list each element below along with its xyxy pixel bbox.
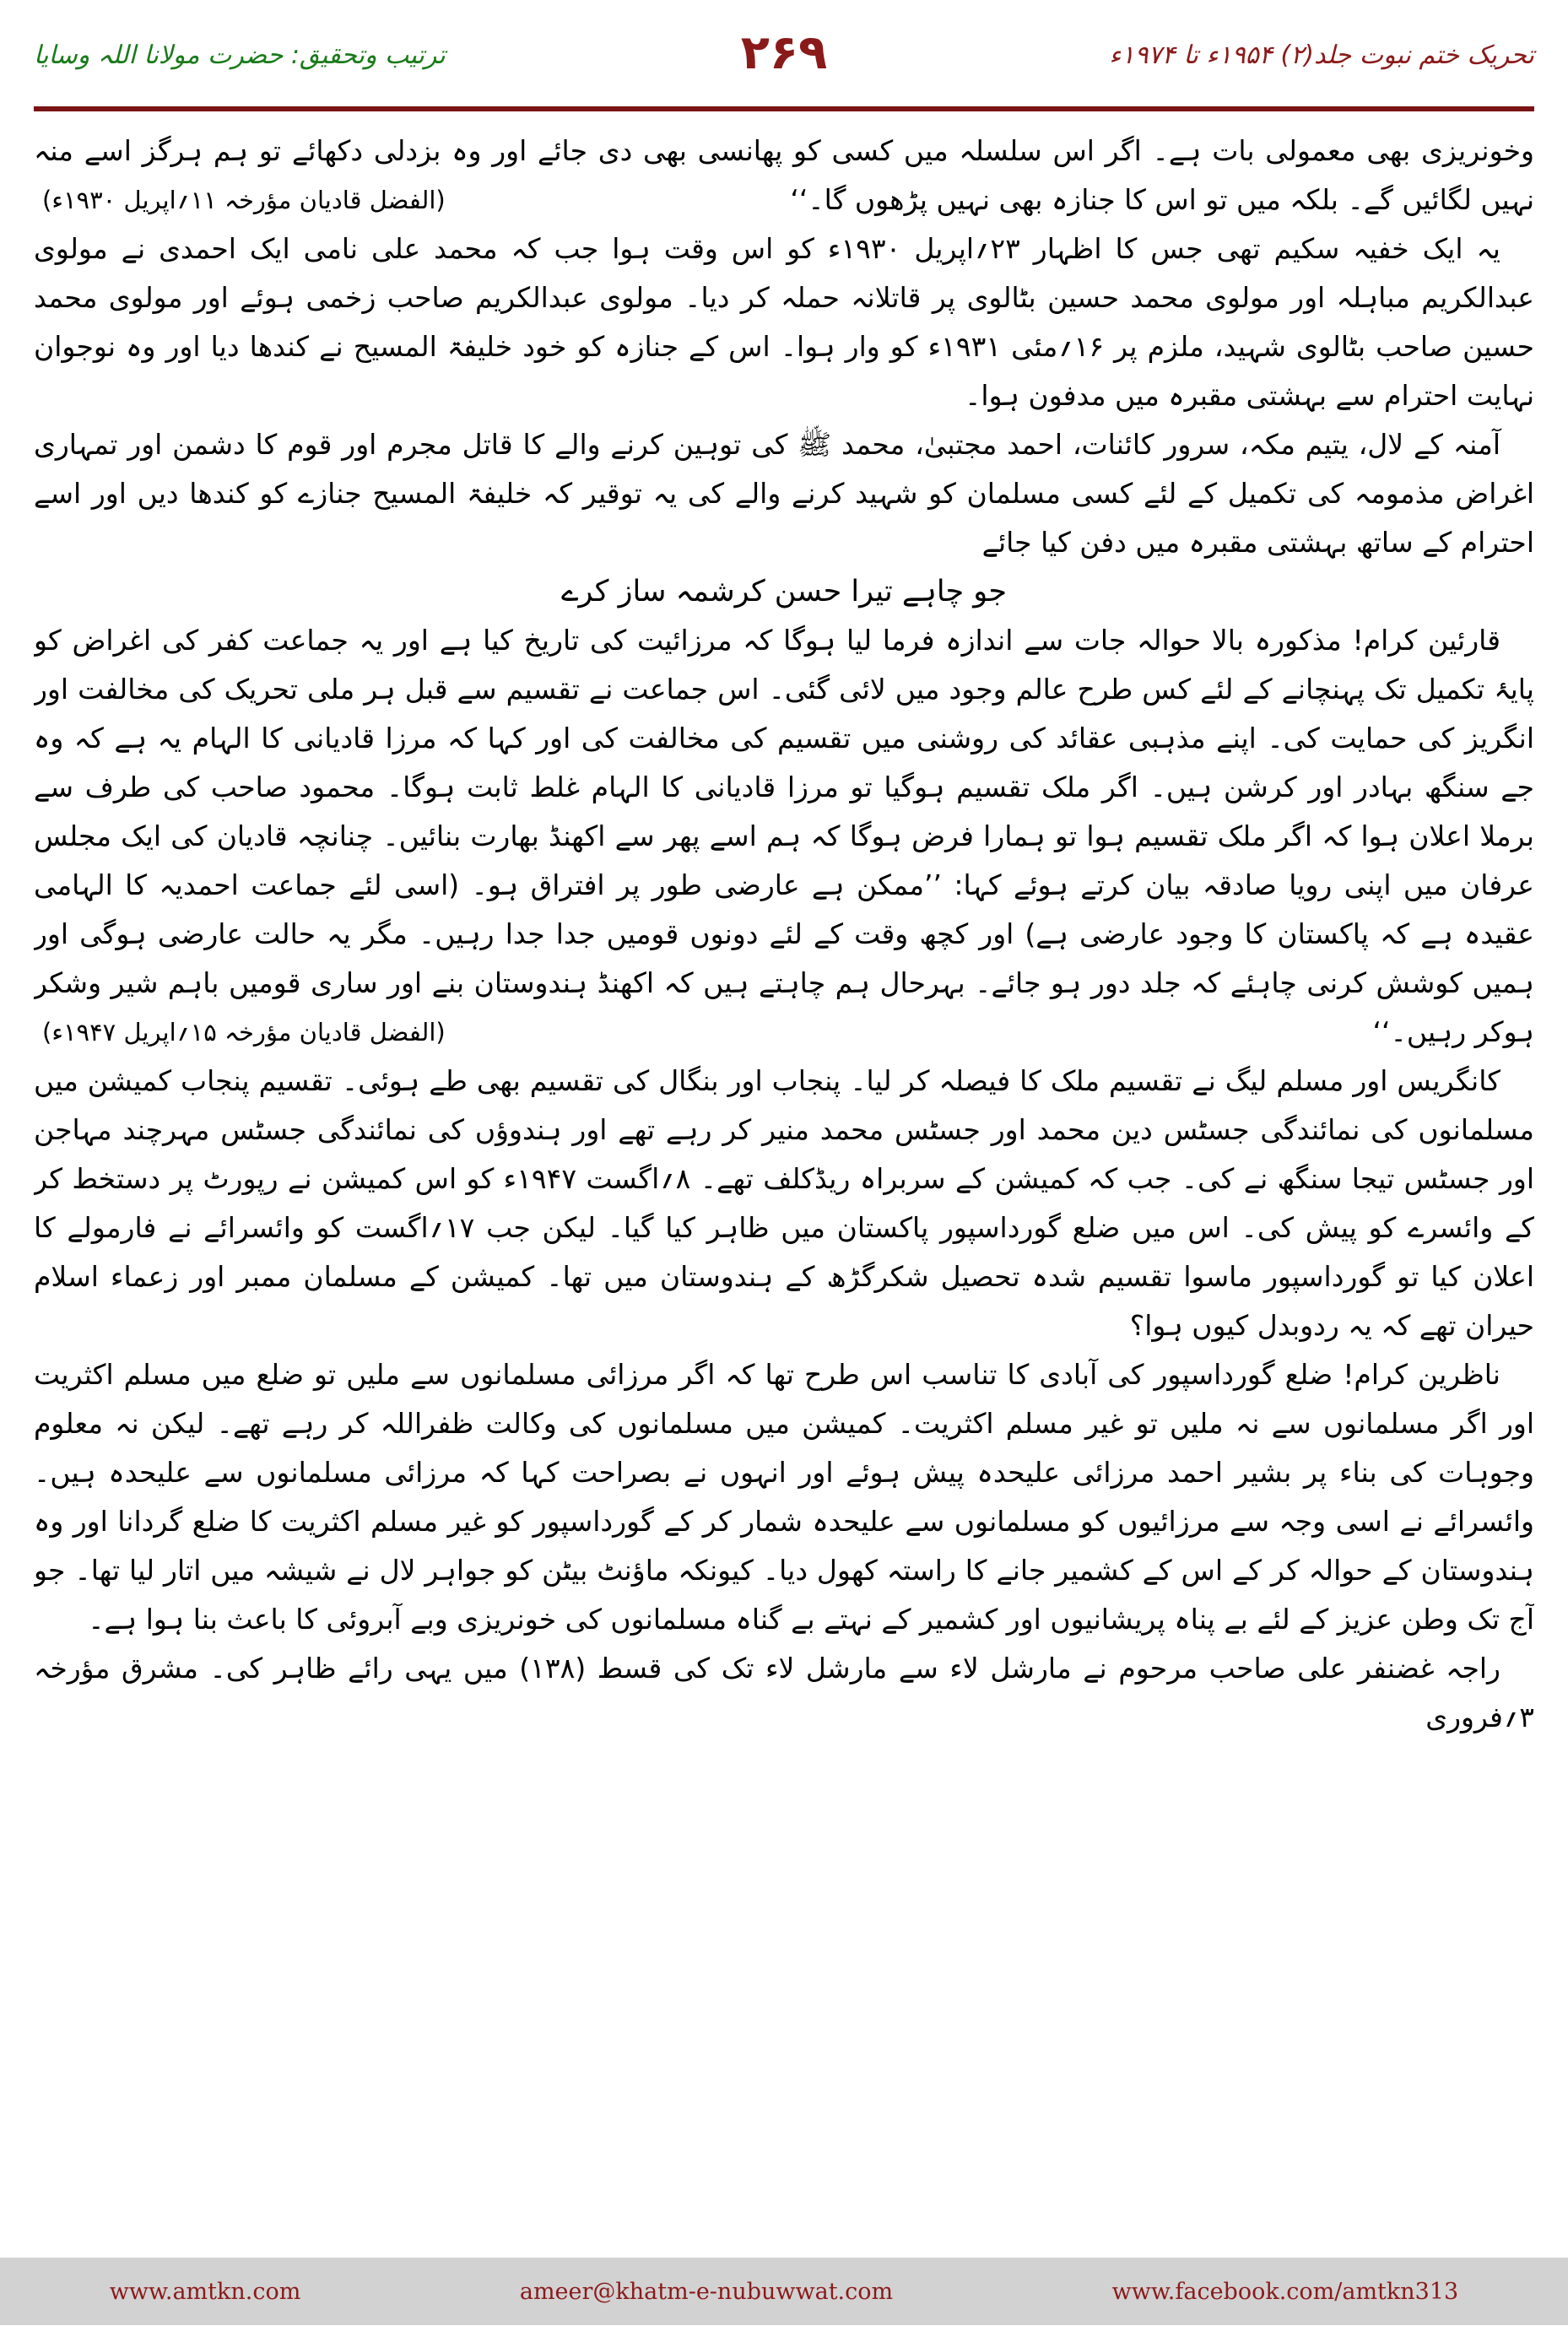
paragraph-6: ناظرین کرام! ضلع گورداسپور کی آبادی کا تناسب اس طرح تھا کہ اگر مرزائی مسلمانوں سے ملیں تو ضلع میں مسلم اکثریت اور اگر مسلمانوں سے نہ ملیں تو غیر مسلم اکثریت۔ کمیشن میں مسلمانوں کی وکالت ظفراللہ کر رہے تھے۔ لیکن نہ معلوم وجوہات کی بناء پر بشیر احمد مرزائی علیحدہ پیش ہوئے اور انہوں نے بصراحت کہا کہ مرزائی مسلمانوں سے علیحدہ ہیں۔ وائسرائے نے اسی وجہ سے مرزائیوں کو مسلمانوں سے علیحدہ شمار کر کے گورداسپور کو غیر مسلم اکثریت کا ضلع گردانا اور وہ ہندوستان کے حوالہ کر کے اس کے کشمیر جانے کا راستہ کھول دیا۔ کیونکہ ماؤنٹ بیٹن کو جواہر لال نے شیشہ میں اتار لیا تھا۔ جو آج تک وطن عزیز کے لئے بے پناہ پریشانیوں اور کشمیر کے نہتے بے گناہ مسلمانوں کی خونریزی وبے آبروئی کا باعث بنا ہوا ہے۔ — [34, 1358, 1534, 1636]
paragraph-1 — [34, 127, 1534, 224]
paragraph-1-text: وخونریزی بھی معمولی بات ہے۔ اگر اس سلسلہ میں کسی کو پھانسی بھی دی جائے اور وہ بزدلی دکھائے تو ہم ہرگز اسے منہ نہیں لگائیں گے۔ بلکہ میں تو اس کا جنازہ بھی نہیں پڑھوں گا۔‘‘ — [34, 134, 1534, 216]
paragraph-5: کانگریس اور مسلم لیگ نے تقسیم ملک کا فیصلہ کر لیا۔ پنجاب اور بنگال کی تقسیم بھی طے ہوئی۔ تقسیم پنجاب کمیشن میں مسلمانوں کی نمائندگی جسٹس دین محمد اور جسٹس محمد منیر کر رہے تھے اور ہندوؤں کی نمائندگی جسٹس مہرچند مہاجن اور جسٹس تیجا سنگھ نے کی۔ جب کہ کمیشن کے سربراہ ریڈکلف تھے۔ ۸؍اگست ۱۹۴۷ء کو اس کمیشن نے رپورٹ پر دستخط کر کے وائسرے کو پیش کی۔ اس میں ضلع گورداسپور پاکستان میں ظاہر کیا گیا۔ لیکن جب ۱۷؍اگست کو وائسرائے نے فارمولے کا اعلان کیا تو گورداسپور ماسوا تقسیم شدہ تحصیل شکرگڑھ کے ہندوستان میں تھا۔ کمیشن کے مسلمان ممبر اور زعماء اسلام حیران تھے کہ یہ ردوبدل کیوں ہوا؟ — [34, 1064, 1534, 1342]
header-rule — [34, 106, 1534, 111]
footer-email-link[interactable]: ameer@khatm-e-nubuwwat.com — [519, 2278, 894, 2305]
verse-line: جو چاہے تیرا حسن کرشمہ ساز کرے — [560, 575, 1008, 608]
citation-2: (الفضل قادیان مؤرخہ ۱۵؍اپریل ۱۹۴۷ء) — [42, 1018, 446, 1047]
header-book-title: تحریک ختم نبوت جلد(۲) ۱۹۵۴ء تا ۱۹۷۴ء — [1109, 41, 1534, 70]
paragraph-4-text: قارئین کرام! مذکورہ بالا حوالہ جات سے اندازہ فرما لیا ہوگا کہ مرزائیت کی تاریخ کیا ہے اور یہ جماعت کفر کی اغراض کو پایۂ تکمیل تک پہنچانے کے لئے کس طرح عالم وجود میں لائی گئی۔ اس جماعت نے تقسیم سے قبل ہر ملی تحریک کی مخالفت اور انگریز کی حمایت کی۔ اپنے مذہبی عقائد کی روشنی میں تقسیم کی مخالفت کی اور کہا کہ مرزا قادیانی کا الہام یہ ہے کہ وہ جے سنگھ بہادر اور کرشن ہیں۔ اگر ملک تقسیم ہوگیا تو مرزا قادیانی کا الہام غلط ثابت ہوگا۔ محمود صاحب کی طرف سے برملا اعلان ہوا کہ اگر ملک تقسیم ہوا تو ہمارا فرض ہوگا کہ ہم اسے پھر سے اکھنڈ بھارت بنائیں۔ چنانچہ قادیان کی ایک مجلس عرفان میں اپنی رویا صادقہ بیان کرتے ہوئے کہا: ’’ممکن ہے عارضی طور پر افتراق ہو۔ (اسی لئے جماعت احمدیہ کا الہامی عقیدہ ہے کہ پاکستان کا وجود عارضی ہے) اور کچھ وقت کے لئے دونوں قومیں جدا جدا رہیں۔ مگر یہ حالت عارضی ہوگی اور ہمیں کوشش کرنی چاہئے کہ جلد دور ہو جائے۔ بہرحال ہم چاہتے ہیں کہ اکھنڈ ہندوستان بنے اور ساری قومیں باہم شیر وشکر ہوکر رہیں۔‘‘ — [34, 624, 1534, 1048]
paragraph-3: آمنہ کے لال، یتیم مکہ، سرور کائنات، احمد مجتبیٰ، محمد ﷺ کی توہین کرنے والے کا قاتل مجرم اور قوم کا دشمن اور تمہاری اغراض مذمومہ کی تکمیل کے لئے کسی مسلمان کو شہید کرنے والے کی یہ توقیر کہ خلیفۃ المسیح جنازے کو کندھا دیں اور اسے احترام کے ساتھ بہشتی مقبرہ میں دفن کیا جائے — [34, 428, 1534, 559]
page-footer — [0, 2258, 1568, 2325]
citation-1: (الفضل قادیان مؤرخہ ۱۱؍اپریل ۱۹۳۰ء) — [42, 186, 446, 214]
footer-facebook-link[interactable]: www.facebook.com/amtkn313 — [1111, 2278, 1459, 2305]
footer-website-link[interactable]: www.amtkn.com — [109, 2278, 301, 2305]
paragraph-2: یہ ایک خفیہ سکیم تھی جس کا اظہار ۲۳؍اپریل ۱۹۳۰ء کو اس وقت ہوا جب کہ محمد علی نامی ایک احمدی نے مولوی عبدالکریم مباہلہ اور مولوی محمد حسین بٹالوی پر قاتلانہ حملہ کر دیا۔ مولوی عبدالکریم صاحب زخمی ہوئے اور مولوی محمد حسین صاحب بٹالوی شہید، ملزم پر ۱۶؍مئی ۱۹۳۱ء کو وار ہوا۔ اس کے جنازہ کو خود خلیفۃ المسیح نے کندھا دیا اور وہ نوجوان نہایت احترام سے بہشتی مقبرہ میں مدفون ہوا۔ — [34, 232, 1534, 412]
page-body — [34, 127, 1534, 2237]
page-header — [34, 25, 1534, 101]
paragraph-4 — [34, 616, 1534, 1057]
paragraph-7: راجہ غضنفر علی صاحب مرحوم نے مارشل لاء سے مارشل لاء تک کی قسط (۱۳۸) میں یہی رائے ظاہر کی۔ مشرق مؤرخہ ۳؍فروری — [34, 1652, 1534, 1734]
header-editor-credit: ترتیب وتحقیق: حضرت مولانا اللہ وسایا — [34, 41, 446, 70]
page-number: ۲۶۹ — [740, 25, 828, 80]
